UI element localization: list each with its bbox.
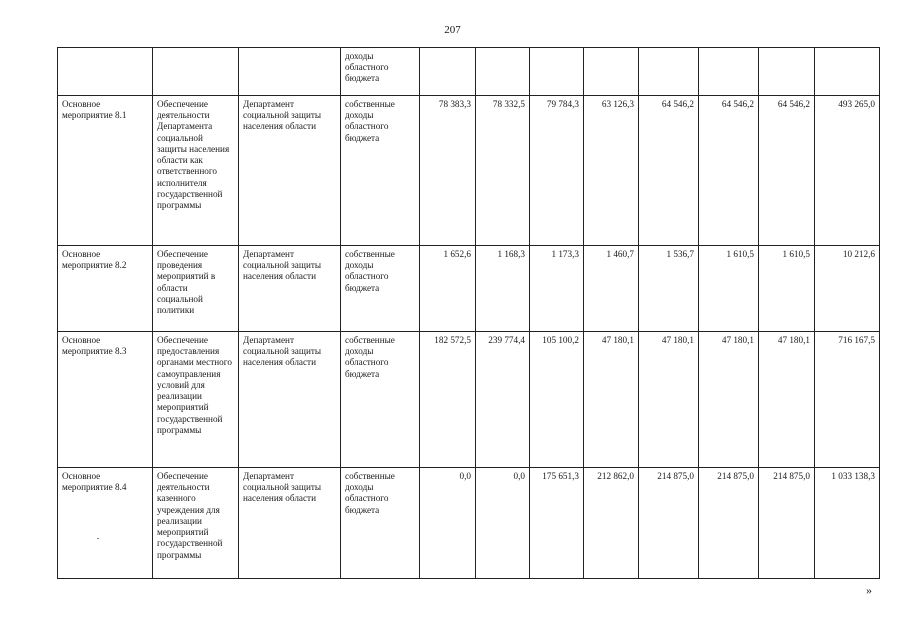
value-cell: 175 651,3	[530, 468, 584, 579]
continuation-mark: »	[866, 583, 872, 597]
value-cell: 79 784,3	[530, 96, 584, 246]
description-cell: Обеспечение деятельности Департамента социальной защиты населения области как ответственного исполнителя государственной программы	[153, 96, 239, 246]
description-cell: Обеспечение проведения мероприятий в области социальной политики	[153, 246, 239, 332]
page-number: 207	[444, 24, 461, 36]
value-cell: 47 180,1	[584, 332, 639, 468]
value-cell: 1 610,5	[759, 246, 815, 332]
funding-source-cell: собственные доходы областного бюджета	[341, 246, 420, 332]
total-cell: 493 265,0	[815, 96, 880, 246]
value-cell: 1 536,7	[639, 246, 699, 332]
table-row	[58, 468, 880, 579]
activity-cell: Основное мероприятие 8.3	[58, 332, 153, 468]
funding-source-cell: собственные доходы областного бюджета	[341, 96, 420, 246]
value-cell: 105 100,2	[530, 332, 584, 468]
carryover-row	[58, 48, 880, 96]
value-cell: 64 546,2	[759, 96, 815, 246]
activity-cell: Основное мероприятие 8.4	[58, 468, 153, 579]
value-cell: 1 460,7	[584, 246, 639, 332]
value-cell: 182 572,5	[420, 332, 476, 468]
value-cell: 1 173,3	[530, 246, 584, 332]
executor-cell: Департамент социальной защиты населения области	[239, 246, 341, 332]
value-cell: 214 875,0	[759, 468, 815, 579]
value-cell: 1 610,5	[699, 246, 759, 332]
funding-source-cell: собственные доходы областного бюджета	[341, 332, 420, 468]
total-cell: 1 033 138,3	[815, 468, 880, 579]
table-row	[58, 246, 880, 332]
description-cell: Обеспечение предоставления органами местного самоуправления условий для реализации мероприятий государственной программы	[153, 332, 239, 468]
value-cell: 0,0	[476, 468, 530, 579]
funding-source-cell: собственные доходы областного бюджета	[341, 468, 420, 579]
value-cell: 1 652,6	[420, 246, 476, 332]
scan-artifact	[97, 538, 99, 539]
value-cell: 47 180,1	[759, 332, 815, 468]
value-cell: 0,0	[420, 468, 476, 579]
value-cell: 239 774,4	[476, 332, 530, 468]
description-cell: Обеспечение деятельности казенного учреждения для реализации мероприятий государственной программы	[153, 468, 239, 579]
activity-cell: Основное мероприятие 8.2	[58, 246, 153, 332]
budget-table	[57, 47, 880, 579]
value-cell: 214 875,0	[699, 468, 759, 579]
total-cell: 716 167,5	[815, 332, 880, 468]
value-cell: 64 546,2	[639, 96, 699, 246]
value-cell: 78 332,5	[476, 96, 530, 246]
value-cell: 47 180,1	[699, 332, 759, 468]
value-cell: 63 126,3	[584, 96, 639, 246]
value-cell: 78 383,3	[420, 96, 476, 246]
executor-cell: Департамент социальной защиты населения области	[239, 468, 341, 579]
value-cell: 1 168,3	[476, 246, 530, 332]
total-cell: 10 212,6	[815, 246, 880, 332]
table-row	[58, 332, 880, 468]
value-cell: 64 546,2	[699, 96, 759, 246]
executor-cell: Департамент социальной защиты населения области	[239, 96, 341, 246]
value-cell: 214 875,0	[639, 468, 699, 579]
value-cell: 47 180,1	[639, 332, 699, 468]
table-row	[58, 96, 880, 246]
value-cell: 212 862,0	[584, 468, 639, 579]
executor-cell: Департамент социальной защиты населения области	[239, 332, 341, 468]
funding-source-cell: доходы областного бюджета	[341, 48, 420, 96]
activity-cell: Основное мероприятие 8.1	[58, 96, 153, 246]
